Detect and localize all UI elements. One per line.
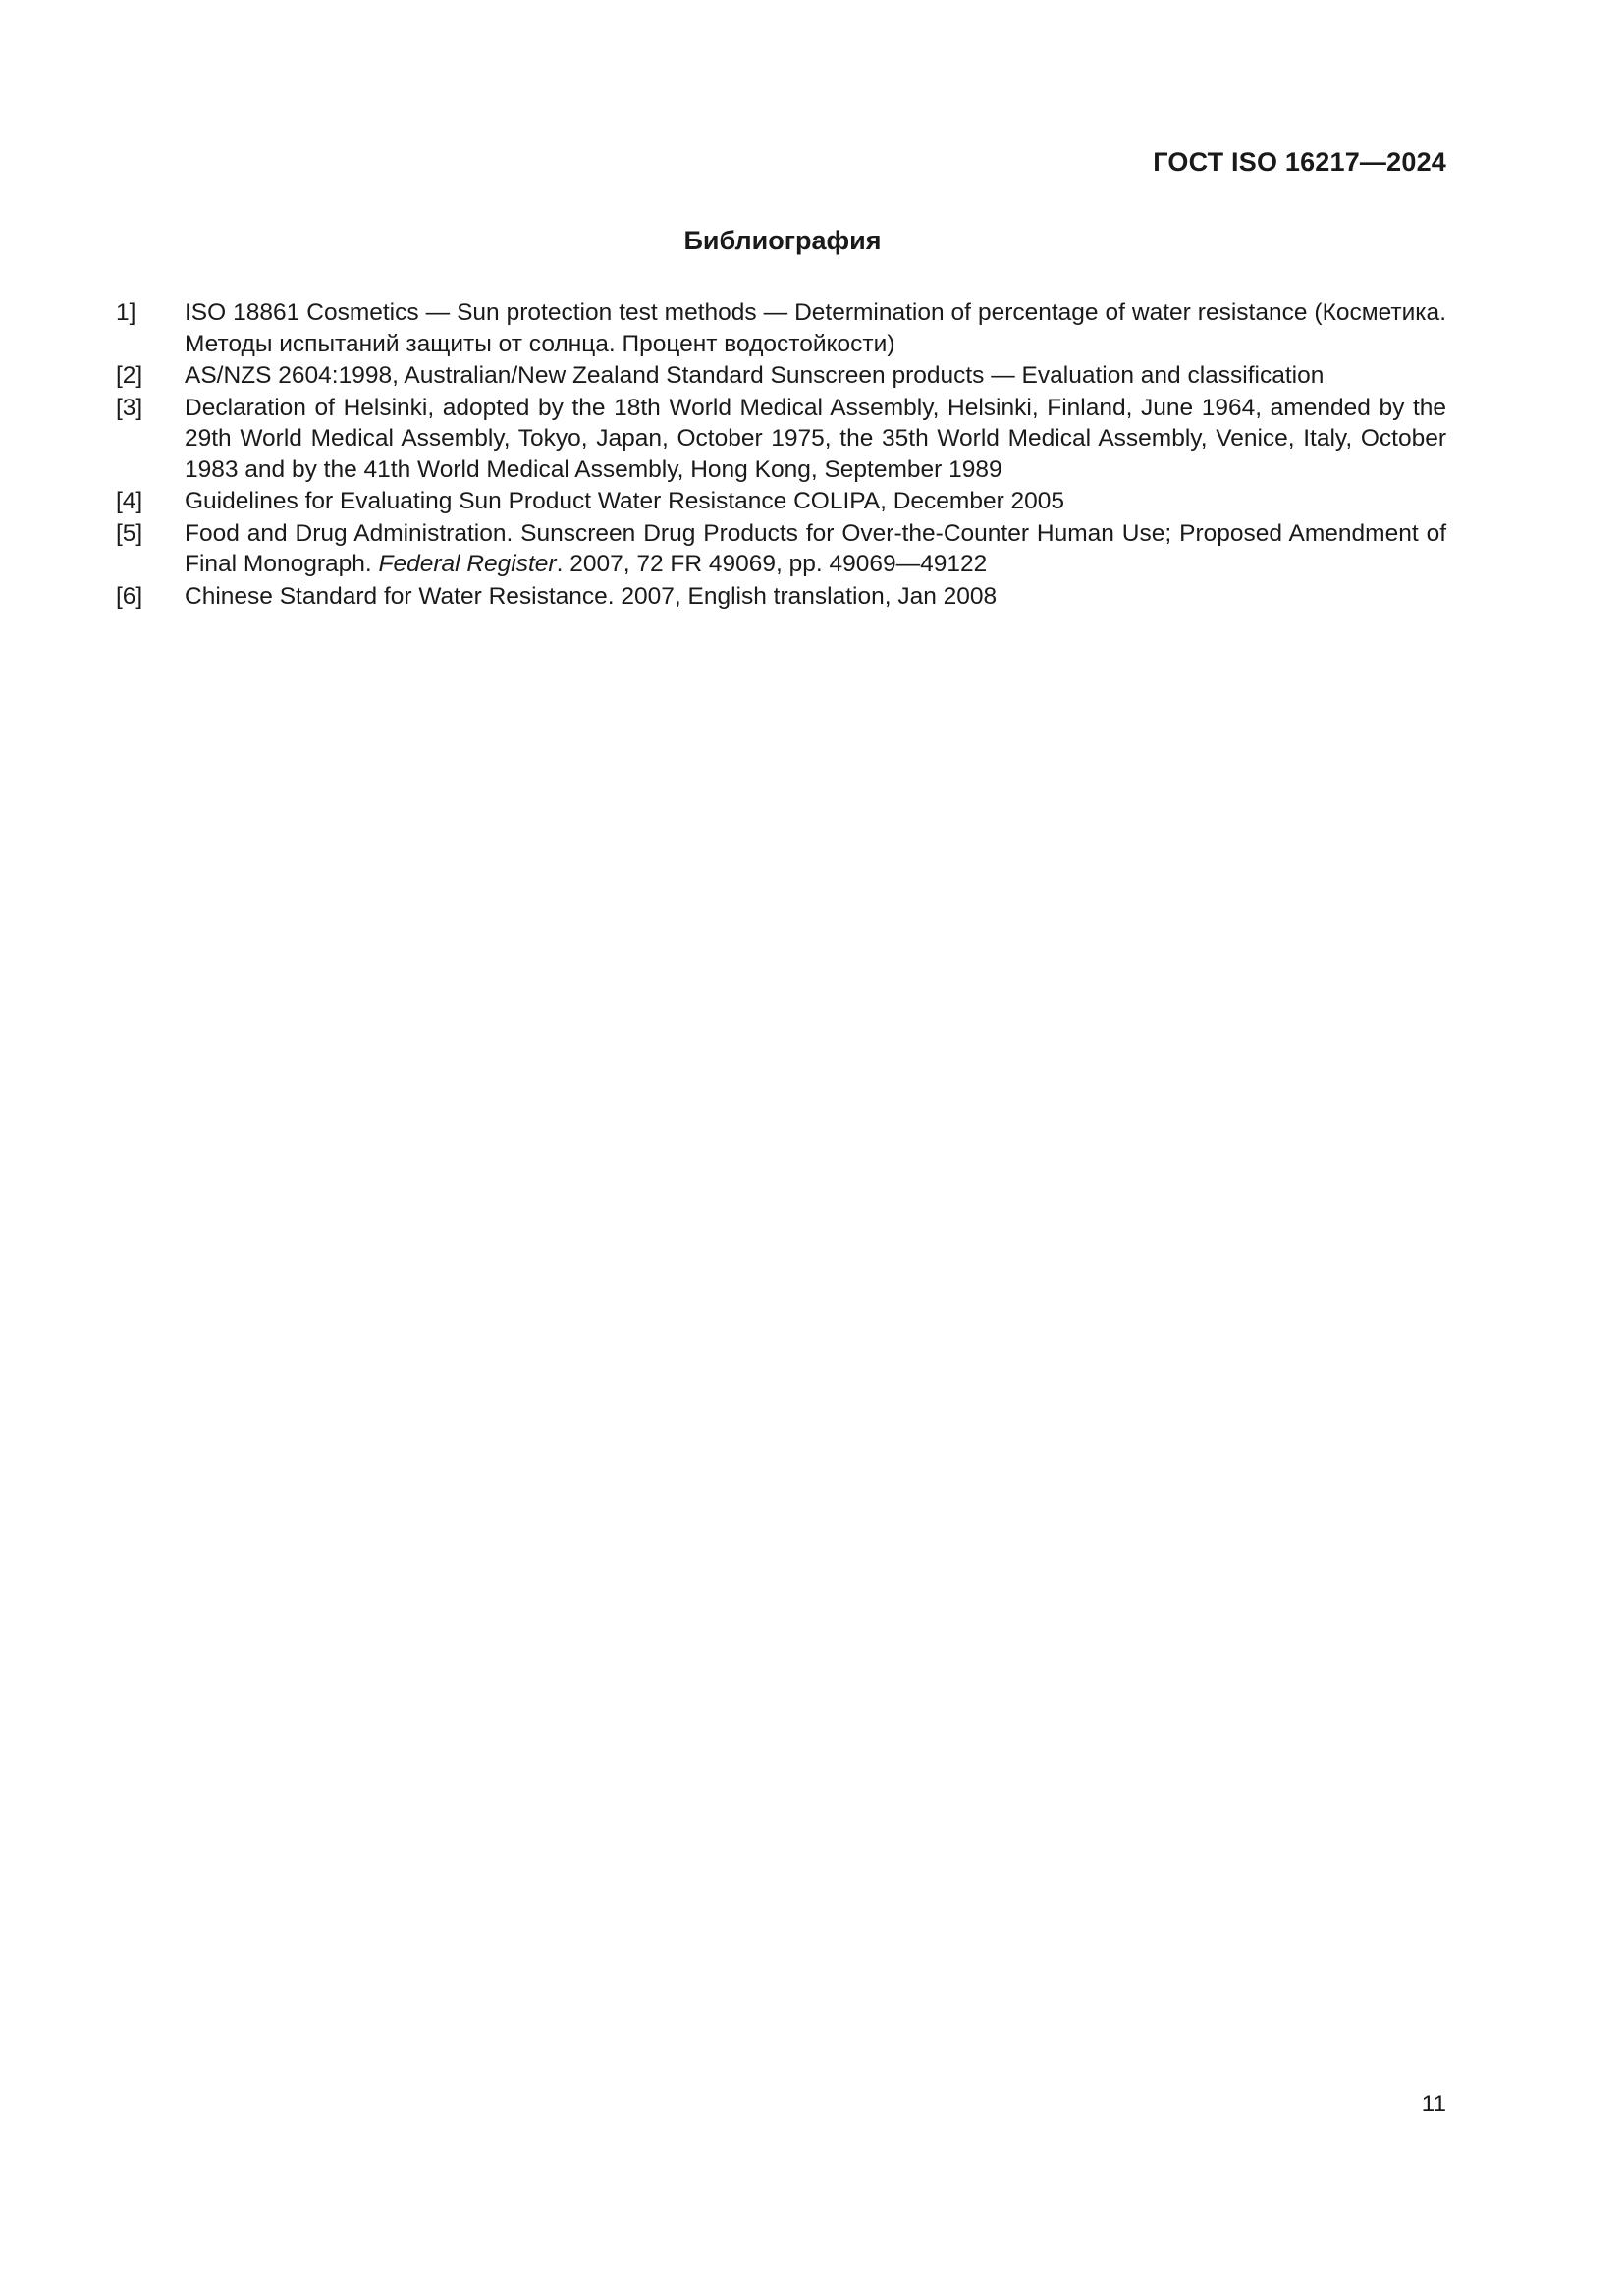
journal-title-italic: Federal Register — [378, 551, 557, 577]
page-number: 11 — [1421, 2091, 1446, 2117]
bibliography-item-text: Declaration of Helsinki, adopted by the 18th World Medical Assembly, Helsinki, Finland, June 1964, amended by the 29th World Medical Assembly, Tokyo, Japan, October 1975, the 35th World Medical Assembly, Venice, Italy, October 1983 and by the 41th World Medical Assembly, Hong Kong, September 1989 — [185, 394, 1446, 483]
bibliography-title: Библиография — [683, 226, 882, 255]
document-code-header: ГОСТ ISO 16217—2024 — [1153, 147, 1446, 177]
bibliography-list — [116, 297, 1446, 613]
bibliography-item — [116, 486, 1446, 517]
bibliography-item-text: Guidelines for Evaluating Sun Product Water Resistance COLIPA, December 2005 — [185, 488, 1065, 514]
bibliography-item-number: [2] — [116, 362, 143, 389]
bibliography-item-text: ISO 18861 Cosmetics — Sun protection test methods — Determination of percentage of water resistance (Косметика. Методы испытаний защиты от солнца. Процент водостойкости) — [185, 299, 1446, 357]
bibliography-item — [116, 518, 1446, 580]
bibliography-item — [116, 360, 1446, 392]
bibliography-item-text: AS/NZS 2604:1998, Australian/New Zealand Standard Sunscreen products — Evaluation and classification — [185, 362, 1325, 389]
bibliography-text-segment: . 2007, 72 FR 49069, pp. 49069—49122 — [556, 551, 988, 577]
bibliography-text-segment: Food and Drug Administration. Sunscreen Drug Products for Over-the-Counter Human Use; Proposed Amendment of Final Monograph. — [185, 519, 1446, 577]
bibliography-item-number: [3] — [116, 394, 143, 421]
bibliography-item-number: [4] — [116, 488, 143, 514]
bibliography-item-number: 1] — [116, 299, 136, 326]
bibliography-item — [116, 393, 1446, 486]
bibliography-item-text — [185, 518, 1446, 580]
bibliography-item-text: Chinese Standard for Water Resistance. 2007, English translation, Jan 2008 — [185, 582, 998, 610]
bibliography-item — [116, 581, 1446, 613]
bibliography-item — [116, 297, 1446, 359]
bibliography-item-number: [6] — [116, 582, 143, 610]
bibliography-item-number: [5] — [116, 519, 143, 547]
